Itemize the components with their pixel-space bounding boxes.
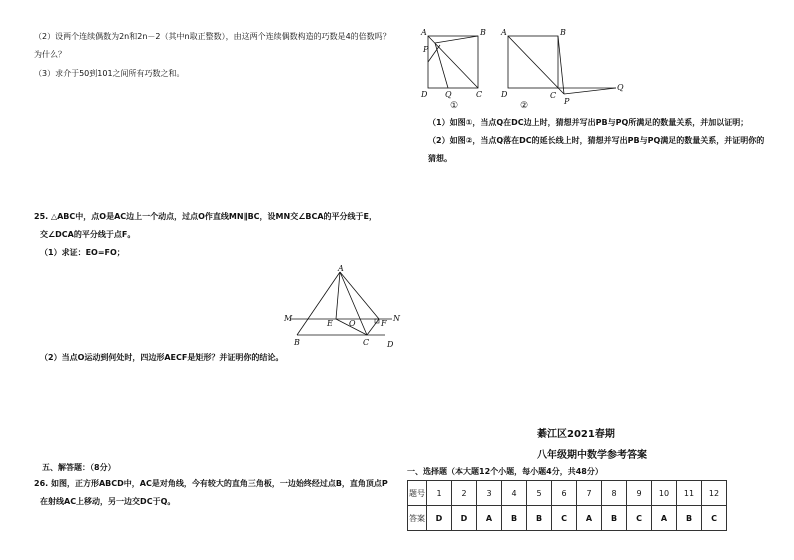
figure-1-caption: ①	[450, 101, 459, 110]
question-number: 7	[577, 481, 602, 506]
figure-2-caption: ②	[520, 101, 529, 110]
section-one-heading: 一、选择题（本大题12个小题，每小题4分，共48分）	[407, 467, 603, 476]
point-label: Q	[445, 90, 452, 99]
point-label: A	[501, 28, 507, 37]
point-label: A	[338, 264, 344, 273]
question-number: 10	[652, 481, 677, 506]
q26-line2: 在射线AC上移动，另一边交DC于Q。	[40, 497, 176, 506]
answer-key-title-line1: 綦江区2021春期	[537, 429, 615, 440]
row-header-answer: 答案	[408, 506, 427, 531]
point-label: D	[501, 90, 508, 99]
question-number: 1	[427, 481, 452, 506]
question-number: 4	[502, 481, 527, 506]
point-label: F	[381, 319, 387, 328]
q24-part3-text: （3）求介于50到101之间所有巧数之和。	[34, 69, 185, 78]
answer-cell: A	[652, 506, 677, 531]
point-label: P	[423, 45, 429, 54]
answer-cell: B	[502, 506, 527, 531]
q25-part1: （1）求证：EO=FO；	[40, 248, 125, 257]
q25-line2: 交∠DCA的平分线于点F。	[40, 230, 136, 239]
question-number: 8	[602, 481, 627, 506]
point-label: E	[327, 319, 333, 328]
point-label: C	[363, 338, 370, 347]
point-label: B	[560, 28, 566, 37]
question-number: 9	[627, 481, 652, 506]
point-label: D	[421, 90, 428, 99]
q25-part2: （2）当点O运动到何处时，四边形AECF是矩形？并证明你的结论。	[40, 353, 284, 362]
answer-cell: D	[427, 506, 452, 531]
table-row	[408, 481, 727, 506]
answer-cell: A	[477, 506, 502, 531]
point-label: C	[550, 91, 557, 100]
answer-cell: C	[627, 506, 652, 531]
point-label: O	[349, 319, 356, 328]
q26-part2: （2）如图②，当点Q落在DC的延长线上时，猜想并写出PB与PQ满足的数量关系，并证明你的	[428, 136, 765, 145]
question-number: 6	[552, 481, 577, 506]
point-label: B	[294, 338, 300, 347]
q24-part2-continuation: 为什么？	[34, 50, 66, 59]
answer-cell: D	[452, 506, 477, 531]
section-five-heading: 五、解答题：（8分）	[42, 463, 116, 472]
q26-part1: （1）如图①，当点Q在DC边上时，猜想并写出PB与PQ所满足的数量关系，并加以证明；	[428, 118, 749, 127]
point-label: C	[476, 90, 483, 99]
row-header-number: 题号	[408, 481, 427, 506]
point-label: A	[421, 28, 427, 37]
answer-cell: B	[677, 506, 702, 531]
q25-triangle-figure	[280, 262, 405, 352]
answer-cell: B	[602, 506, 627, 531]
question-number: 5	[527, 481, 552, 506]
answer-cell: C	[552, 506, 577, 531]
answer-cell: A	[577, 506, 602, 531]
question-number: 2	[452, 481, 477, 506]
q24-part2-text: （2）设两个连续偶数为2n和2n－2（其中n取正整数），由这两个连续偶数构造的巧数是4的倍数吗？	[34, 32, 391, 41]
answer-cell: C	[702, 506, 727, 531]
q26-figure-2	[498, 28, 628, 110]
point-label: D	[387, 340, 394, 349]
question-number: 11	[677, 481, 702, 506]
q26-part2-continuation: 猜想。	[428, 154, 452, 163]
answer-cell: B	[527, 506, 552, 531]
answer-key-title-line2: 八年级期中数学参考答案	[537, 450, 647, 461]
q26-line1: 26. 如图，正方形ABCD中，AC是对角线，今有较大的直角三角板，一边始终经过点B，直角顶点P	[34, 479, 388, 488]
point-label: M	[284, 314, 293, 323]
point-label: P	[564, 97, 570, 106]
point-label: B	[480, 28, 486, 37]
question-number: 3	[477, 481, 502, 506]
table-row	[408, 506, 727, 531]
q26-figure-1	[418, 28, 493, 110]
point-label: Q	[617, 83, 624, 92]
question-number: 12	[702, 481, 727, 506]
q25-line1: 25. △ABC中，点O是AC边上一个动点，过点O作直线MN∥BC，设MN交∠BCA的平分线于E，	[34, 212, 378, 221]
answer-table	[407, 480, 727, 531]
point-label: N	[393, 314, 400, 323]
